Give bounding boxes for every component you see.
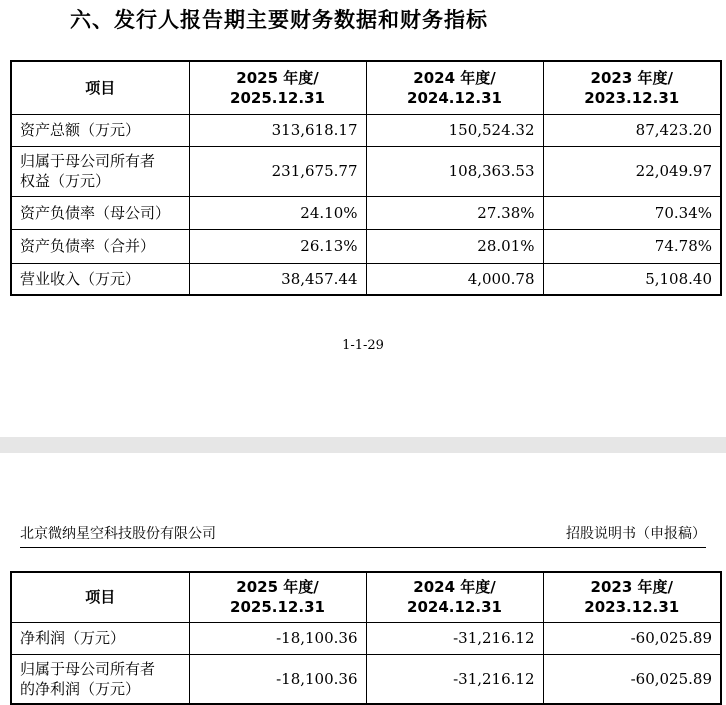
value-2025: 26.13% — [189, 229, 366, 263]
header-2023-line1: 2023 年度/ — [590, 578, 673, 597]
table-row — [11, 263, 721, 295]
financial-data-table — [10, 60, 722, 296]
row-label: 资产负债率（合并） — [11, 229, 189, 263]
page-separator — [0, 437, 726, 453]
header-2023-line2: 2023.12.31 — [584, 598, 680, 617]
header-item: 项目 — [11, 572, 189, 622]
value-2024: 27.38% — [366, 196, 543, 229]
row-label: 资产负债率（母公司） — [11, 196, 189, 229]
header-2024-line1: 2024 年度/ — [413, 578, 496, 597]
header-2024-line1: 2024 年度/ — [413, 68, 496, 87]
value-2024: 4,000.78 — [366, 263, 543, 295]
value-2024: 28.01% — [366, 229, 543, 263]
value-2023: -60,025.89 — [543, 622, 721, 654]
table-row — [11, 229, 721, 263]
table-row — [11, 114, 721, 146]
section-title: 六、发行人报告期主要财务数据和财务指标 — [70, 8, 488, 32]
header-2025 — [189, 572, 366, 622]
value-2025: -18,100.36 — [189, 622, 366, 654]
value-2024: 150,524.32 — [366, 114, 543, 146]
value-2023: 74.78% — [543, 229, 721, 263]
header-2023-line1: 2023 年度/ — [590, 68, 673, 87]
row-label — [11, 146, 189, 196]
value-2025: -18,100.36 — [189, 654, 366, 704]
header-2023-line2: 2023.12.31 — [584, 88, 680, 107]
row-label-line1: 归属于母公司所有者 — [20, 152, 156, 170]
table-row — [11, 146, 721, 196]
row-label: 营业收入（万元） — [11, 263, 189, 295]
value-2023: 87,423.20 — [543, 114, 721, 146]
value-2025: 24.10% — [189, 196, 366, 229]
running-header — [20, 523, 706, 548]
value-2025: 313,618.17 — [189, 114, 366, 146]
value-2025: 38,457.44 — [189, 263, 366, 295]
value-2023: 22,049.97 — [543, 146, 721, 196]
value-2024: -31,216.12 — [366, 654, 543, 704]
value-2024: 108,363.53 — [366, 146, 543, 196]
header-2024 — [366, 61, 543, 114]
header-2023 — [543, 61, 721, 114]
row-label-line2: 权益（万元） — [20, 172, 111, 190]
header-item: 项目 — [11, 61, 189, 114]
header-2025 — [189, 61, 366, 114]
value-2023: 70.34% — [543, 196, 721, 229]
table-row — [11, 196, 721, 229]
financial-data-table-continued — [10, 571, 722, 705]
row-label — [11, 654, 189, 704]
header-2025-line2: 2025.12.31 — [230, 88, 325, 107]
table-header-row — [11, 572, 721, 622]
table-row — [11, 654, 721, 704]
value-2023: 5,108.40 — [543, 263, 721, 295]
company-name: 北京微纳星空科技股份有限公司 — [20, 526, 216, 542]
table-header-row — [11, 61, 721, 114]
page-number: 1-1-29 — [342, 338, 384, 353]
header-2025-line2: 2025.12.31 — [230, 598, 325, 617]
value-2024: -31,216.12 — [366, 622, 543, 654]
document-title: 招股说明书（申报稿） — [566, 526, 706, 542]
header-2024-line2: 2024.12.31 — [407, 88, 502, 107]
row-label: 资产总额（万元） — [11, 114, 189, 146]
row-label: 净利润（万元） — [11, 622, 189, 654]
header-2024 — [366, 572, 543, 622]
header-2024-line2: 2024.12.31 — [407, 598, 502, 617]
header-2025-line1: 2025 年度/ — [236, 68, 319, 87]
table-row — [11, 622, 721, 654]
header-2025-line1: 2025 年度/ — [236, 578, 319, 597]
value-2025: 231,675.77 — [189, 146, 366, 196]
header-2023 — [543, 572, 721, 622]
row-label-line1: 归属于母公司所有者 — [20, 659, 156, 678]
row-label-line2: 的净利润（万元） — [20, 679, 141, 698]
value-2023: -60,025.89 — [543, 654, 721, 704]
